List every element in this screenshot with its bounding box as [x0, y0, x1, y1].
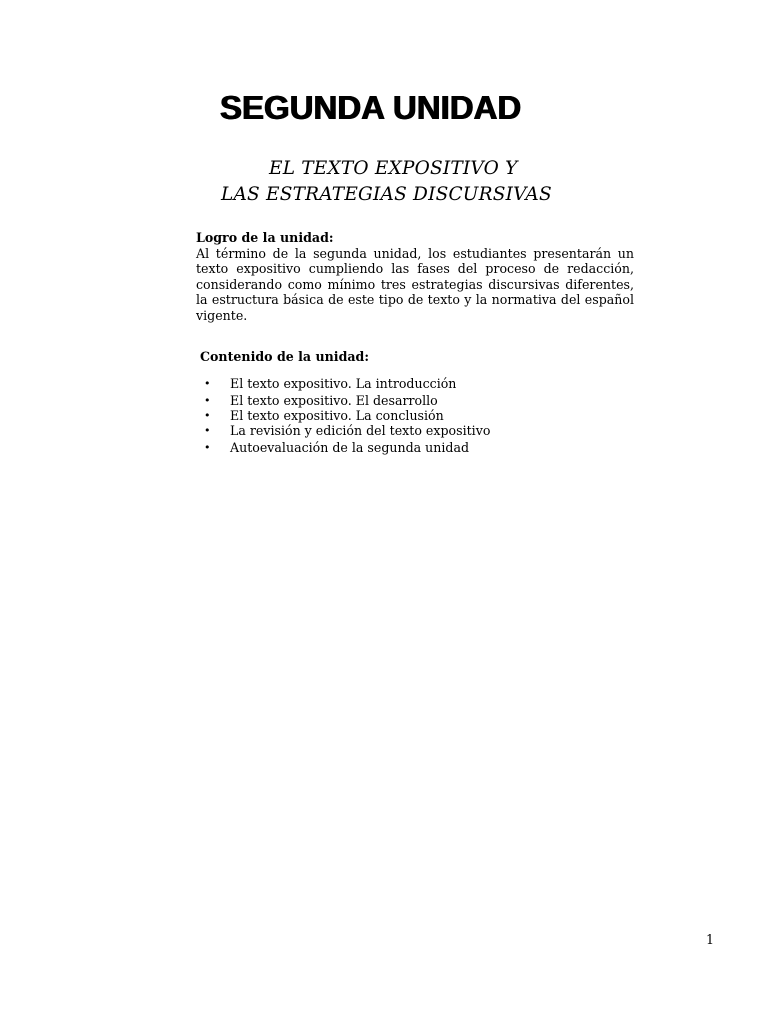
unit-goal-heading: Logro de la unidad: [196, 230, 334, 245]
bullet-icon: • [204, 440, 211, 454]
page-number: 1 [706, 932, 715, 947]
unit-contents-heading: Contenido de la unidad: [200, 349, 369, 364]
bullet-icon: • [204, 409, 211, 422]
unit-contents-list [200, 376, 620, 456]
list-item-label: El texto expositivo. El desarrollo [230, 392, 438, 408]
bullet-icon: • [204, 424, 211, 437]
list-item [200, 440, 620, 457]
list-item-label: La revisión y edición del texto expositivo [230, 423, 491, 438]
bullet-icon: • [204, 377, 211, 390]
list-item-label: El texto expositivo. La introducción [230, 376, 457, 391]
bullet-icon: • [204, 393, 211, 407]
unit-goal-section [196, 230, 634, 323]
list-item [200, 409, 620, 423]
list-item-label: El texto expositivo. La conclusión [230, 408, 444, 423]
list-item [200, 423, 620, 440]
list-item [200, 393, 620, 410]
subtitle-line-1: EL TEXTO EXPOSITIVO Y [269, 158, 518, 179]
subtitle-line-2: LAS ESTRATEGIAS DISCURSIVAS [221, 184, 552, 205]
unit-title: SEGUNDA UNIDAD [220, 89, 522, 126]
list-item-label: Autoevaluación de la segunda unidad [230, 439, 470, 455]
unit-subtitle [200, 156, 640, 208]
list-item [200, 376, 620, 393]
unit-goal-text: Al término de la segunda unidad, los estudiantes presentarán un texto expositivo cumpliendo las fases del proceso de redacción, considerando como mínimo tres estrategias discursivas diferentes, la estructura básica de este tipo de texto y la normativa del español vigente. [196, 245, 634, 323]
